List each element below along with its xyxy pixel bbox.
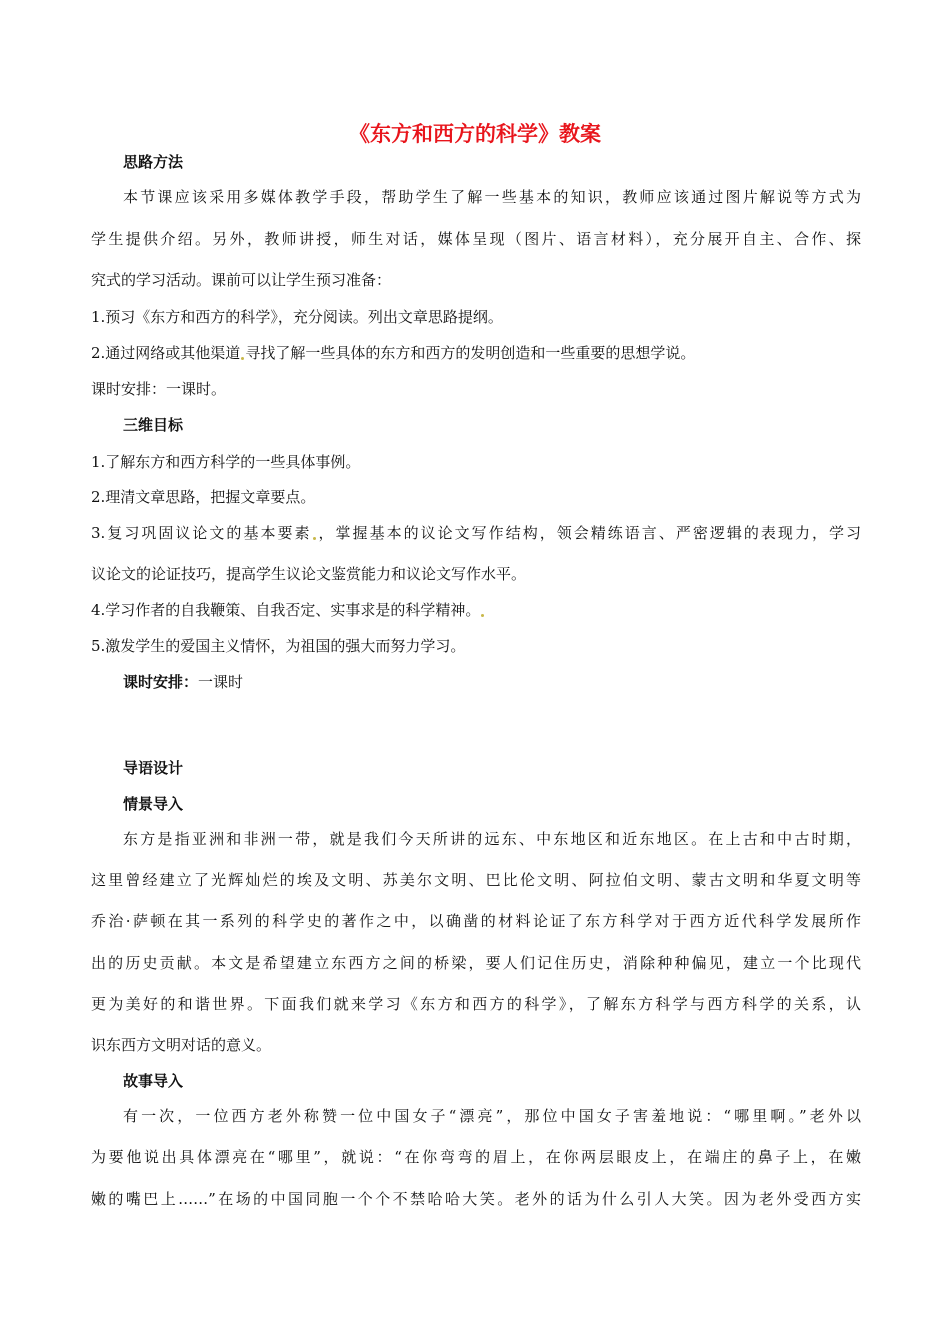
class-time: 课时安排：一课时。 bbox=[91, 380, 227, 398]
class-time-value: 一课时 bbox=[198, 673, 244, 691]
list-item-text: 4.学习作者的自我鞭策、自我否定、实事求是的科学精神。 bbox=[91, 601, 481, 619]
paragraph-line: 识东西方文明对话的意义。 bbox=[91, 1036, 272, 1054]
stray-mark bbox=[481, 614, 484, 617]
list-item-text: 2.通过网络或其他渠道 bbox=[91, 344, 241, 362]
paragraph-line: 有一次，一位西方老外称赞一位中国女子“漂亮”，那位中国女子害羞地说：“哪里啊。”老外以 bbox=[123, 1107, 861, 1125]
class-time-label: 课时安排： bbox=[123, 673, 199, 691]
list-item-text: 寻找了解一些具体的东方和西方的发明创造和一些重要的思想学说。 bbox=[245, 344, 696, 362]
heading-goals: 三维目标 bbox=[123, 416, 184, 434]
list-item: 2.理清文章思路，把握文章要点。 bbox=[91, 488, 316, 506]
heading-intro: 导语设计 bbox=[123, 759, 184, 777]
paragraph-line: 学生提供介绍。另外，教师讲授，师生对话，媒体呈现（图片、语言材料），充分展开自主、合作、探 bbox=[91, 230, 861, 248]
class-time bbox=[123, 672, 861, 692]
paragraph-line: 这里曾经建立了光辉灿烂的埃及文明、苏美尔文明、巴比伦文明、阿拉伯文明、蒙古文明和华夏文明等 bbox=[91, 871, 861, 889]
paragraph-line: 出的历史贡献。本文是希望建立东西方之间的桥梁，要人们记住历史，消除种种偏见，建立一个比现代 bbox=[91, 954, 861, 972]
list-item: 1.预习《东方和西方的科学》，充分阅读。列出文章思路提纲。 bbox=[91, 308, 503, 326]
paragraph-line: 更为美好的和谐世界。下面我们就来学习《东方和西方的科学》，了解东方科学与西方科学的关系，认 bbox=[91, 995, 861, 1013]
list-item-text: ，掌握基本的议论文写作结构，领会精练语言、严密逻辑的表现力，学习 bbox=[316, 524, 861, 542]
paragraph-line: 究式的学习活动。课前可以让学生预习准备： bbox=[91, 271, 392, 289]
subheading-story: 故事导入 bbox=[123, 1072, 184, 1090]
paragraph-line: 东方是指亚洲和非洲一带，就是我们今天所讲的远东、中东地区和近东地区。在上古和中古时期， bbox=[123, 830, 861, 848]
list-item bbox=[91, 523, 861, 543]
list-item: 1.了解东方和西方科学的一些具体事例。 bbox=[91, 453, 361, 471]
subheading-scene: 情景导入 bbox=[123, 795, 184, 813]
list-item bbox=[91, 343, 861, 363]
heading-approach: 思路方法 bbox=[123, 153, 184, 171]
document-title: 《东方和西方的科学》教案 bbox=[349, 122, 601, 146]
stray-mark bbox=[241, 357, 244, 360]
list-item bbox=[91, 600, 861, 620]
paragraph-line: 嫩的嘴巴上……”在场的中国同胞一个个不禁哈哈大笑。老外的话为什么引人大笑。因为老外受西方实 bbox=[91, 1190, 861, 1208]
stray-mark bbox=[313, 537, 316, 540]
paragraph-line: 议论文的论证技巧，提高学生议论文鉴赏能力和议论文写作水平。 bbox=[91, 565, 527, 583]
paragraph-line: 为要他说出具体漂亮在“哪里”，就说：“在你弯弯的眉上，在你两层眼皮上，在端庄的鼻子上，在嫩 bbox=[91, 1148, 861, 1166]
paragraph-line: 本节课应该采用多媒体教学手段，帮助学生了解一些基本的知识，教师应该通过图片解说等方式为 bbox=[123, 188, 861, 206]
list-item: 5.激发学生的爱国主义情怀，为祖国的强大而努力学习。 bbox=[91, 637, 466, 655]
list-item-text: 3.复习巩固议论文的基本要素 bbox=[91, 524, 312, 542]
paragraph-line: 乔治·萨顿在其一系列的科学史的著作之中，以确凿的材料论证了东方科学对于西方近代科学发展所作 bbox=[91, 912, 861, 930]
